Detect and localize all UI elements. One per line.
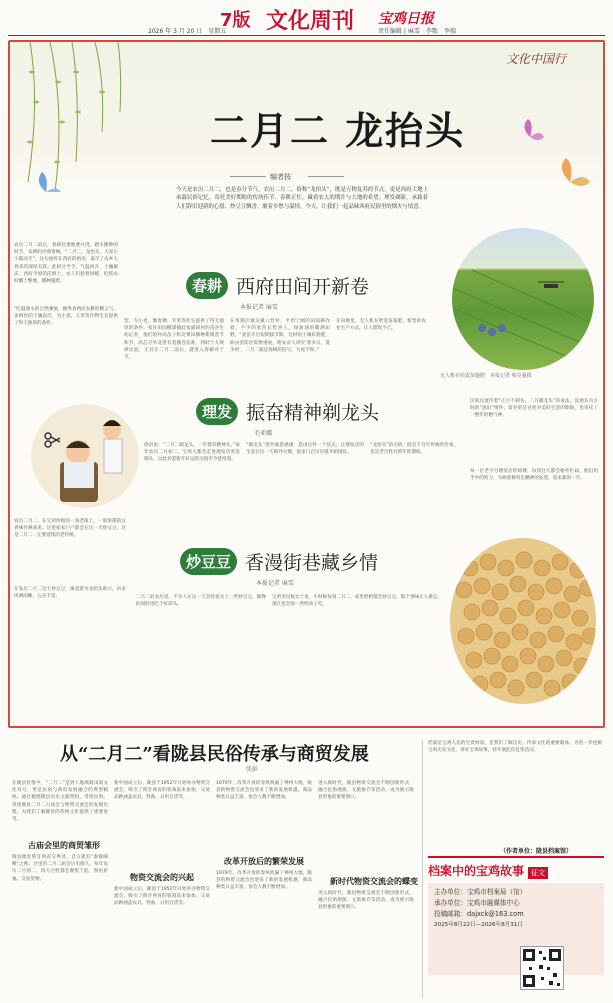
sidebar-story: 档案是宝鸡人民的宝贵财富，是我们了解历史、传承文化的重要载体。为进一步挖掘宝鸡历史文化，讲好宝鸡故事，特开展此次征集活动。 [428, 741, 602, 754]
campaign-title: 档案中的宝鸡故事 [428, 864, 525, 878]
article-column: 新中国成立后，陇县于1952年开始举办物资交流会，吸引了陕甘两省的客商前来参加，交易品种涵盖农具、牲畜、日用百货等。 [114, 781, 210, 801]
section-body: 在凤翔区城关镇六营村，平坦宁阔的田间耕作着，不少的麦苗长势喜人，绿油油的铺满田野。“麦苗开出短期拔节期，这时的土壤好施肥，病虫害防治需要重视，咱农业人讲究‘春争日，夏争时’，二月二就是春耕的信号，马虎不得。” [230, 319, 330, 353]
article-column: 1979年，改革开放的春风吹遍了神州大地，陇县的物资交流会也迎来了新的发展机遇，商品种类日益丰富，参会人数不断增加。 [216, 781, 312, 801]
section-body: 宝鸡市民杨女士说，小时候每到二月二，家里奶奶都会炒豆豆，那个香味让人难忘，现在也会炒一些给孩子吃。 [272, 595, 442, 608]
section-byline: 本报记者 麻雪 [256, 580, 294, 587]
main-title: 二月二 龙抬头 [210, 108, 466, 153]
sidebar-story: 民间还流传着“正月不剃头，二月剃龙头”的说法，其源头为古时的“思旧”情怀，留存的是百姓对美好生活的期盼，也寄托了一整年的精气神。 [470, 399, 598, 419]
newspaper-logo: 宝鸡日报 [378, 11, 434, 27]
campaign-organizer: 主办单位：宝鸡市档案局（馆） [434, 888, 527, 896]
section-title-chaodou: 香漫街巷藏乡情 [245, 552, 379, 574]
campaign-box [428, 856, 604, 998]
intro-column-1: 农历二月二前后，春耕比重地要并浇，踏水播种的时节，农耕的序曲奏响。“二月二，龙抬头，大家小小都动手”，这句流传在西府的俗语，道尽了农乡人春来的深厚关联。此时分当令，气温回升，土壤解冻，西府平原的沃野上，农人们趁着回暖，抢抓农时翻土整地，播种施肥。 [14, 243, 118, 285]
article-column: 在陇县民俗中，“二月二”是到人地域最田间文化符号，更是民俗与商贸发展融合的典型载体。通过梳理陇县历史文献资料，考察民俗，讲述陇县二月二古庙会与物资交流会的发展历程，为我们了解陇县的传统文化提供了重要参考。 [12, 781, 108, 823]
qr-code-icon[interactable] [520, 946, 564, 990]
section-body: 型，为小麦、藜麦稞、苹果等作生提供了得天独厚的条件。家住田园棚深插此家庭研村的苗谷生幼记者，他们的村高苗子机北菜田播种新模苗节和节，高芯卫外北里有装播卷苗准，到时宁大规律比较，尤其在二月二前后，就进入春耕对于节。 [124, 319, 224, 361]
section-badge-chungeng: 春耕 [186, 272, 228, 299]
section-body: “龙抬头”的习俗，既是千百年传统的传承，也是老百姓对新年的期盼。 [370, 443, 458, 456]
corner-logo: 文化中国行 [506, 52, 567, 66]
section-chungeng-head [186, 272, 369, 299]
article-subhead: 物资交流会的兴起 [130, 873, 194, 882]
section-chaodou-head [180, 548, 378, 575]
date-line: 2026 年 3 月 20 日 星期五 [148, 28, 227, 35]
drone-icon [538, 282, 564, 288]
section-body: 二月二的农历里，不少人在这一天会特意买上一些炒豆豆，解馋的同时也吃个好彩头。 [136, 595, 266, 608]
section-body: “剃龙头”意外寓意满满，借由这样一个仪式，让理发店的生意在这一天格外火爆，很多门店早早就开始排队。 [246, 443, 364, 456]
section-badge-lifa: 理发 [196, 398, 238, 425]
section-title: 文化周刊 [266, 8, 355, 34]
section-body: 在田地里，无人机在给麦苗施肥，新型的农业生产方式，让人愿收不已。 [336, 319, 426, 332]
editor-line: 责任编辑 | 麻雪 李歌 李瑞 [378, 28, 456, 35]
campaign-tag: 征文 [528, 867, 548, 879]
campaign-deadline: 2025年8月22日—2026年8月31日 [434, 922, 523, 928]
editor-note-rule [230, 176, 266, 177]
campaign-co-organizer: 承办单位：宝鸡市融媒体中心 [434, 899, 520, 907]
intro-column-2: “吃鼓颁水的自然乘驰，播秀青西府农耕的精义气，多耕作的土壤表层，为小麦、玉米等作物生长提供了得天独厚的条件。 [14, 307, 118, 327]
section-body: 农历二月二，在宝鸡西街的一条老街上，一股浓郁的豆香味扑鼻而来。这里家家户户都会在这一天炒豆豆，这是二月二一定要延续的老传统。 [14, 519, 126, 539]
article-subhead: 古庙会里的商贸雏形 [28, 841, 100, 850]
photo-caption: 无人机在给麦苗施肥 本报记者 蔡克强摄 [440, 373, 532, 379]
header-rule [8, 35, 605, 36]
article-column: 1979年，改革开放的春风吹遍了神州大地，陇县的物资交流会也迎来了新的发展机遇，商品种类日益丰富，参会人数不断增加。 [216, 871, 312, 891]
sidebar-story: 每一位老字号理发店的师傅，每到这天都会格外忙碌，他们用手中的剪刀，为顾客修剪出精神的发型，迎来新的一年。 [470, 469, 598, 482]
article-column: 进入新时代，陇县物资交流会不断创新形式，融合民俗展演、文旅推介等活动，成为展示陇县形象的重要窗口。 [318, 781, 414, 801]
article-column: 陇县地处陕甘两省交界处，自古就有“秦陇咽喉”之称。这里的二月二庙会历史悠久，每年农历二月初二，四方百姓都会聚集于此，祭祀祈福，交易货物。 [12, 855, 108, 882]
article-title: 从“二月二”看陇县民俗传承与商贸发展 [60, 744, 369, 765]
article-column: 进入新时代，陇县物资交流会不断创新形式，融合民俗展演、文旅推介等活动，成为展示陇县形象的重要窗口。 [318, 891, 414, 911]
article-subhead: 改革开放后的繁荣发展 [224, 857, 304, 866]
section-lifa-head [196, 398, 379, 425]
field-photo [452, 228, 594, 370]
section-body: 俗语说：“二月二剃龙头，一年都有精神头。”每年农历二月初二，宝鸡人都会走进理发店剪发剃头，以此祈愿新年好运的习俗至今延续着。 [144, 443, 240, 463]
section-title-chungeng: 西府田间开新卷 [236, 276, 370, 298]
section-body: 在农历二月二这天炒豆豆，寓意着为龙抬头助兴，祈求风调雨顺、五谷丰登。 [14, 587, 126, 600]
editor-note-rule [308, 176, 344, 177]
section-byline: 毛亚娜 [254, 430, 273, 437]
article-author: 张彭 [246, 766, 259, 773]
barber-illustration [30, 396, 140, 508]
beans-photo [450, 538, 596, 704]
section-badge-chaodou: 炒豆豆 [180, 548, 237, 575]
column-divider [422, 740, 423, 998]
campaign-email[interactable]: 投稿邮箱：dajxck@163.com [434, 910, 524, 918]
story-caption: （作者单位：陇县档案馆） [500, 848, 573, 855]
editor-intro: 今天是农历二月二，也是春分节气。农历二月二，俗称“龙抬头”，既是万物复苏的节点，更是西府大地上承载民俗记忆、寄托美好期盼的传统佳节。春耕正忙，藏着农人的期许与大地的希望；理发剃新，承载着人们辞旧迎新的心愿；炒豆豆飘香，裹着乡愁与温情。今天，让我们一起品味西府民俗里的烟火与情意。 [176, 187, 428, 210]
beans-icon [450, 538, 596, 704]
page-number: 7版 [220, 10, 251, 31]
section-title-lifa: 振奋精神剃龙头 [246, 402, 380, 424]
article-subhead: 新时代物资交流会的蝶变 [330, 877, 418, 886]
section-byline: 本报记者 麻雪 [240, 304, 278, 311]
article-column: 新中国成立后，陇县于1952年开始举办物资交流会，吸引了陕甘两省的客商前来参加，交易品种涵盖农具、牲畜、日用百货等。 [114, 887, 210, 907]
masthead [8, 4, 605, 36]
editor-note-label: 编者按 [270, 173, 291, 181]
